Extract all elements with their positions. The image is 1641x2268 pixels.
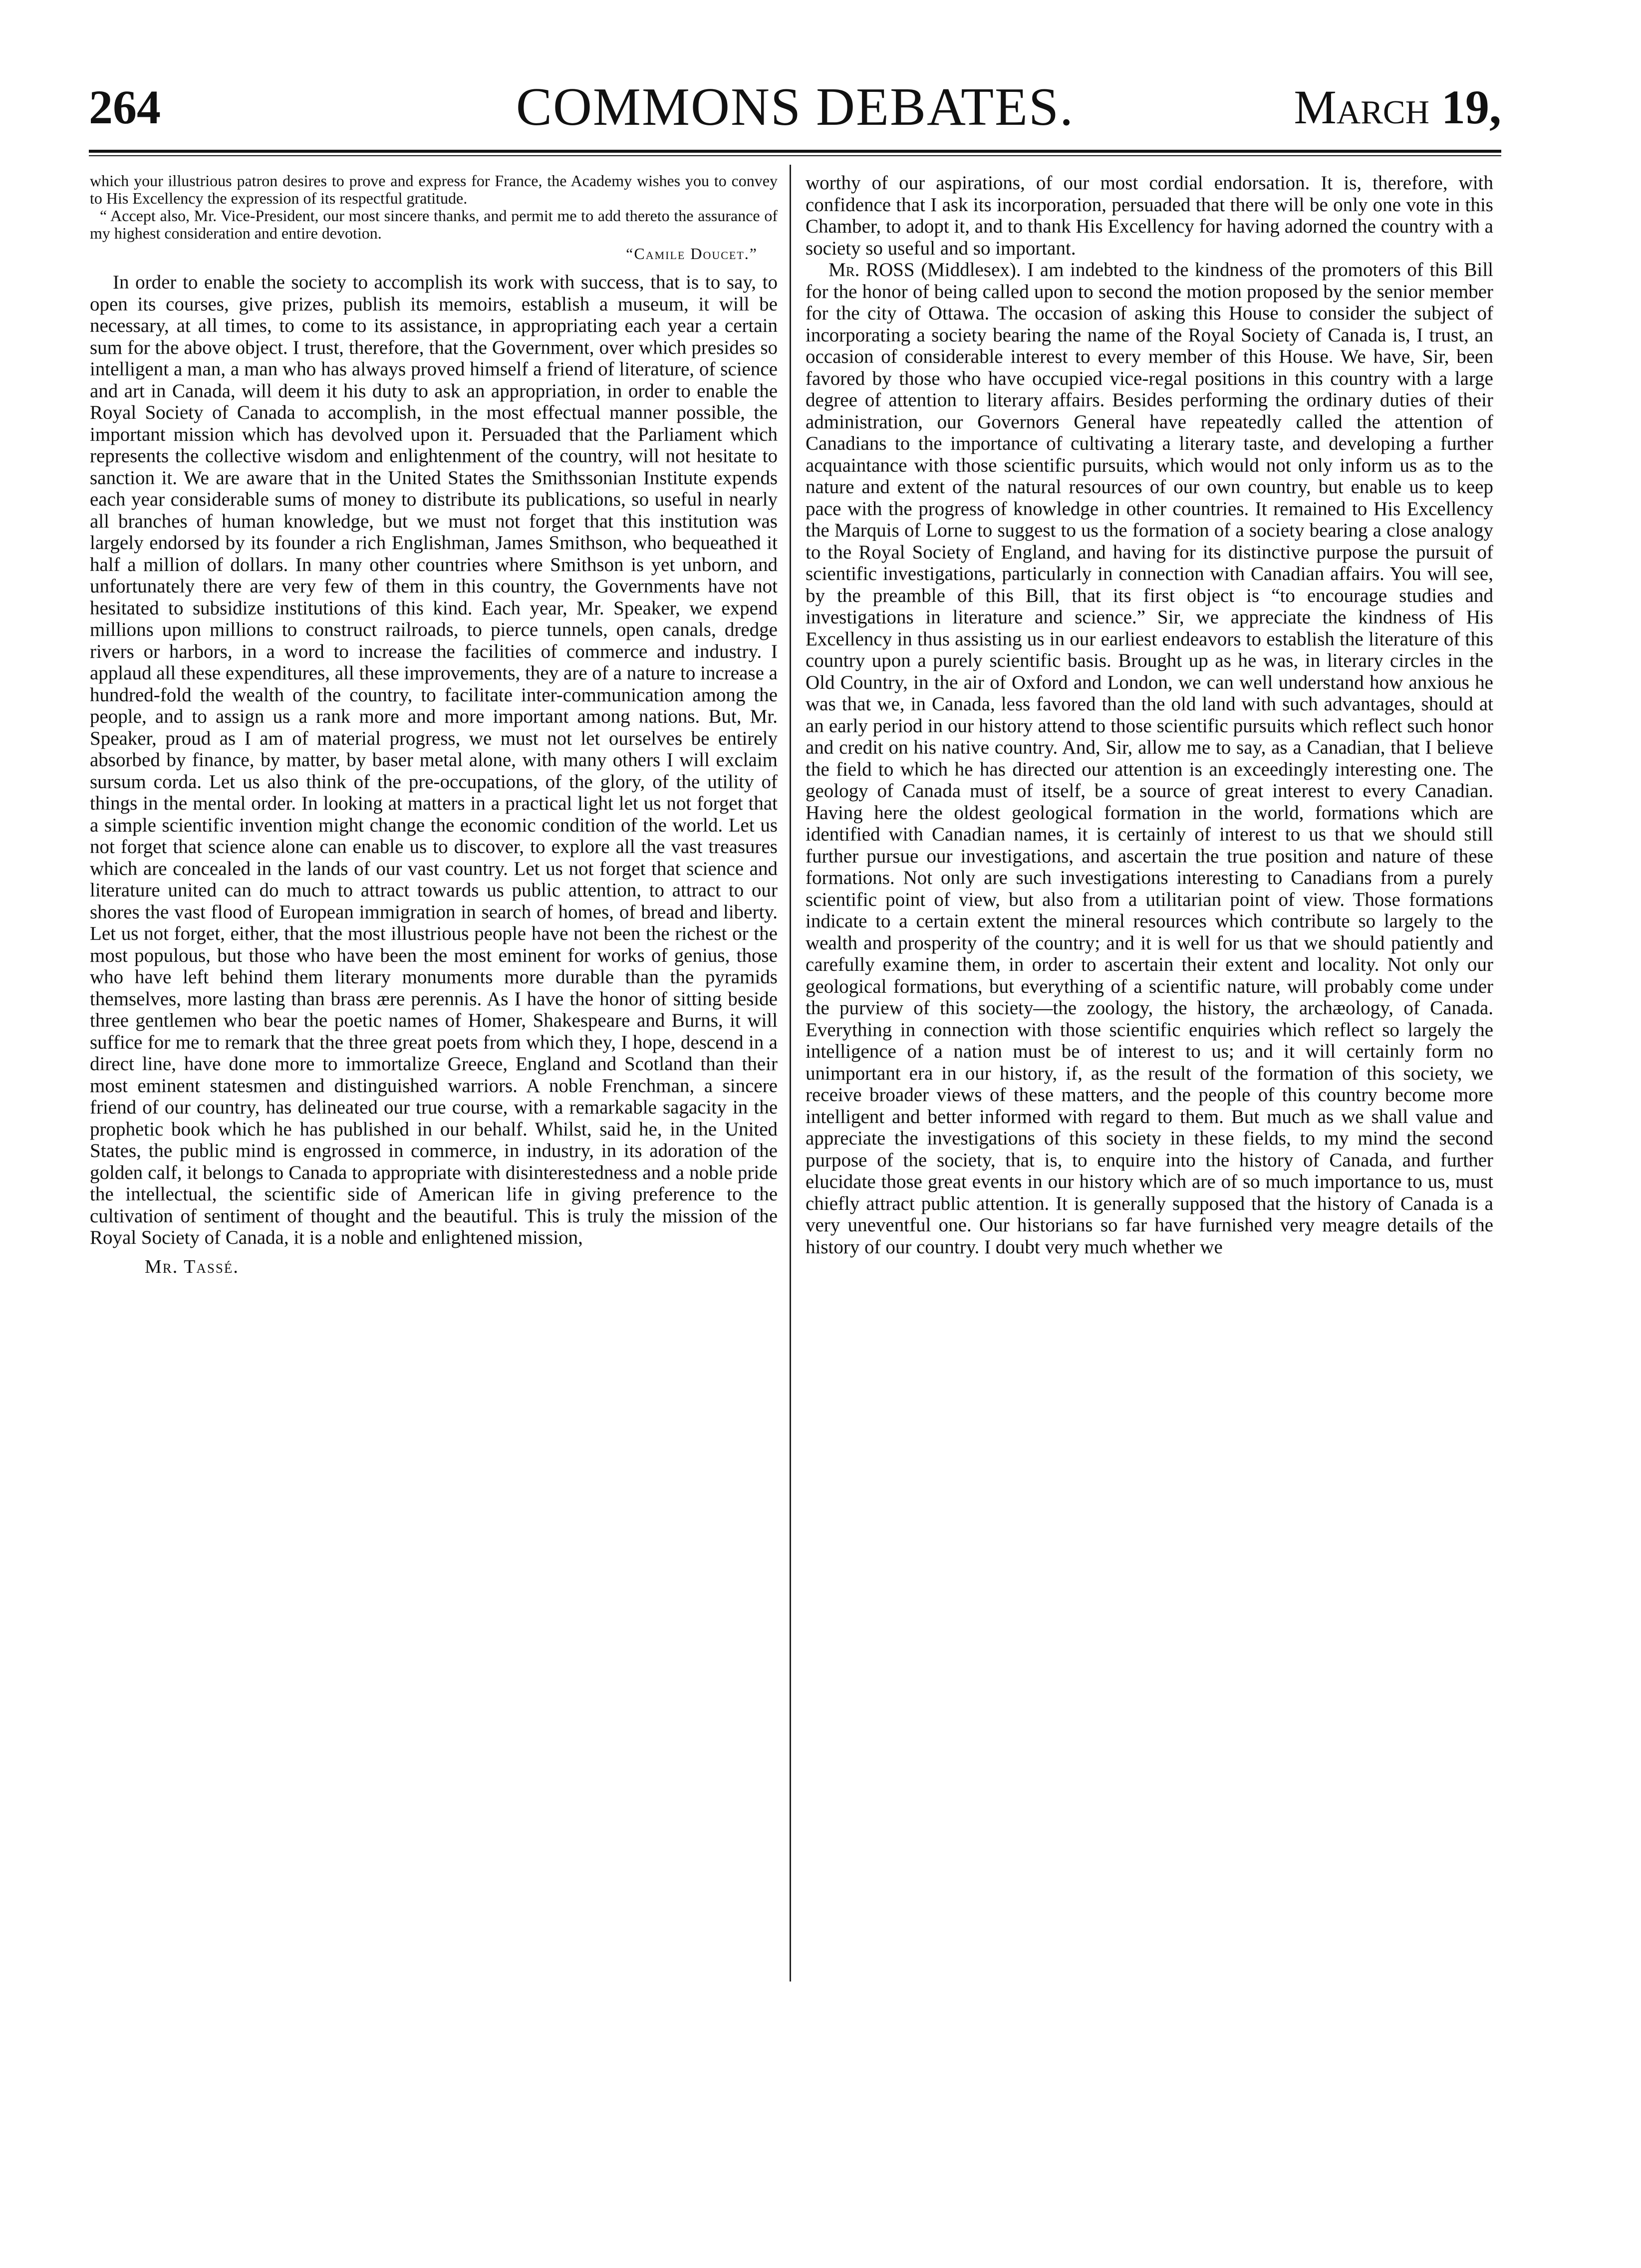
quoted-letter xyxy=(90,172,778,263)
letter-paragraph: which your illustrious patron desires to prove and express for France, the Academy wishes you to convey to His Excellency the expression of its respectful gratitude. xyxy=(90,172,778,207)
speaker-name: Mr. ROSS xyxy=(828,259,915,281)
letter-signature: “Camile Doucet.” xyxy=(626,245,758,263)
speech-paragraph xyxy=(806,259,1493,1258)
speech-paragraph: In order to enable the society to accomplish its work with success, that is to say, to open its courses, give prizes, publish its memoirs, establish a museum, it will be necessary, at all times, to come to its assistance, in appropriating each year a certain sum for the above object. I trust, therefore, that the Government, over which presides so intelligent a man, a man who has always proved himself a friend of literature, of science and art in Canada, will deem it his duty to ask an appropriation, in order to enable the Royal Society of Canada to accomplish, in the most effectual manner possible, the important mission which has devolved upon it. Persuaded that the Parliament which represents the collective wisdom and enlightenment of the country, will not hesitate to sanction it. We are aware that in the United States the Smithssonian Institute expends each year considerable sums of money to distribute its publications, so useful in nearly all branches of human knowledge, but we must not forget that this institution was largely endorsed by its founder a rich Englishman, James Smithson, who bequeathed it half a million of dollars. In many other countries where Smithson is yet unborn, and unfortunately there are very few of them in this country, the Governments have not hesitated to subsidize institutions of this kind. Each year, Mr. Speaker, we expend millions upon millions to construct railroads, to pierce tunnels, open canals, dredge rivers or harbors, in a word to increase the facilities of commerce and industry. I applaud all these expenditures, all these improvements, they are of a nature to increase a hundred-fold the wealth of the country, to facilitate inter-communication among the people, and to assign us a rank more and more important among nations. But, Mr. Speaker, proud as I am of material progress, we must not let ourselves be entirely absorbed by finance, by matter, by baser metal alone, with many others I will exclaim sursum corda. Let us also think of the pre-occupations, of the glory, of the utility of things in the mental order. In looking at matters in a practical light let us not forget that a simple scientific invention might change the economic condition of the world. Let us not forget that science alone can enable us to discover, to explore all the vast treasures which are concealed in the lands of our vast country. Let us not forget that science and literature united can do much to attract towards us public attention, to attract to our shores the vast flood of European immigration in search of homes, of bread and liberty. Let us not forget, either, that the most illustrious people have not been the richest or the most populous, but those who have been the most eminent for works of genius, those who have left behind them literary monuments more durable than the pyramids themselves, more lasting than brass ære perennis. As I have the honor of sitting beside three gentlemen who bear the poetic names of Homer, Shakespeare and Burns, it will suffice for me to remark that the three great poets from which they, I hope, descend in a direct line, have done more to immortalize Greece, England and Scotland than their most eminent statesmen and distinguished warriors. A noble Frenchman, a sincere friend of our country, has delineated our true course, with a remarkable sagacity in the prophetic book which he has published in our behalf. Whilst, said he, in the United States, the public mind is engrossed in commerce, in industry, in its adoration of the golden calf, it belongs to Canada to appropriate with disinterestedness and a noble pride the intellectual, the scientific side of American life in giving preference to the cultivation of sentiment of thought and the beautiful. This is truly the mission of the Royal Society of Canada, it is a noble and enlightened mission, xyxy=(90,272,778,1248)
issue-date-day: 19, xyxy=(1441,80,1501,134)
speech-paragraph: worthy of our aspirations, of our most cordial endorsation. It is, therefore, with confidence that I ask its incorporation, persuaded that there will be only one vote in this Chamber, to adopt it, and to thank His Excellency for having adorned the country with a society so useful and so important. xyxy=(806,172,1493,259)
continued-speaker-attribution: Mr. Tassé. xyxy=(145,1256,239,1277)
issue-date-month: March xyxy=(1294,80,1429,134)
page-header xyxy=(89,75,1501,140)
column-divider xyxy=(790,165,791,1982)
page-number: 264 xyxy=(89,80,161,134)
left-column xyxy=(90,172,778,1278)
journal-title: COMMONS DEBATES. xyxy=(516,77,1075,137)
header-rule-thin xyxy=(89,155,1501,156)
issue-date xyxy=(1294,75,1501,140)
header-rule xyxy=(89,150,1501,153)
right-column xyxy=(806,172,1493,1258)
speech-text: (Middlesex). I am indebted to the kindness of the promoters of this Bill for the honor of being called upon to second the motion proposed by the senior member for the city of Ottawa. The occasion of asking this House to consider the subject of incorporating a society bearing the name of the Royal Society of Canada is, I trust, an occasion of considerable interest to every member of this House. We have, Sir, been favored by those who have occupied vice-regal positions in this country with a large degree of attention to literary affairs. Besides performing the ordinary duties of their administration, our Governors General have repeatedly called the attention of Canadians to the importance of cultivating a literary taste, and developing a further acquaintance with those scientific pursuits, which would not only inform us as to the nature and extent of the natural resources of our own country, but enable us to keep pace with the progress of knowledge in other countries. It remained to His Excellency the Marquis of Lorne to suggest to us the formation of a society bearing a close analogy to the Royal Society of England, and having for its distinctive purpose the pursuit of scientific investigations, particularly in connection with Canadian affairs. You will see, by the preamble of this Bill, that its first object is “to encourage studies and investigations in literature and science.” Sir, we appreciate the kindness of His Excellency in thus assisting us in our earliest endeavors to establish the literature of this country upon a purely scientific basis. Brought up as he was, in literary circles in the Old Country, in the air of Oxford and London, we can well understand how anxious he was that we, in Canada, less favored than the old land with such advantages, should at an early period in our history attend to those scientific pursuits which reflect such honor and credit on his native country. And, Sir, allow me to say, as a Canadian, that I believe the field to which he has directed our attention is an exceedingly interesting one. The geology of Canada must of itself, be a source of great interest to every Canadian. Having here the oldest geological formation in the world, formations which are identified with Canadian names, it is certainly of interest to us that we should still further pursue our investigations, and ascertain the true position and nature of these formations. Not only are such investigations interesting to Canadians from a purely scientific point of view, but also from a utilitarian point of view. Those formations indicate to a certain extent the mineral resources which contribute so largely to the wealth and prosperity of the country; and it is well for us that we should patiently and carefully examine them, in order to ascertain their extent and locality. Not only our geological formations, but everything of a scientific nature, will probably come under the purview of this society—the zoology, the history, the archæology, of Canada. Everything in connection with those scientific enquiries which reflect so largely the intelligence of a nation must be of interest to us; and it will certainly form no unimportant era in our history, if, as the result of the formation of this society, we receive broader views of these matters, and the people of this country become more intelligent and better informed with regard to them. But much as we shall value and appreciate the investigations of this society in these fields, to my mind the second purpose of the society, that is, to enquire into the history of Canada, and further elucidate those great events in our history which are of so much importance to us, must chiefly attract public attention. It is generally supposed that the history of Canada is a very uneventful one. Our historians so far have furnished very meagre details of the history of our country. I doubt very much whether we xyxy=(806,259,1493,1258)
letter-paragraph: “ Accept also, Mr. Vice-President, our most sincere thanks, and permit me to add thereto the assurance of my highest consideration and entire devotion. xyxy=(90,207,778,242)
